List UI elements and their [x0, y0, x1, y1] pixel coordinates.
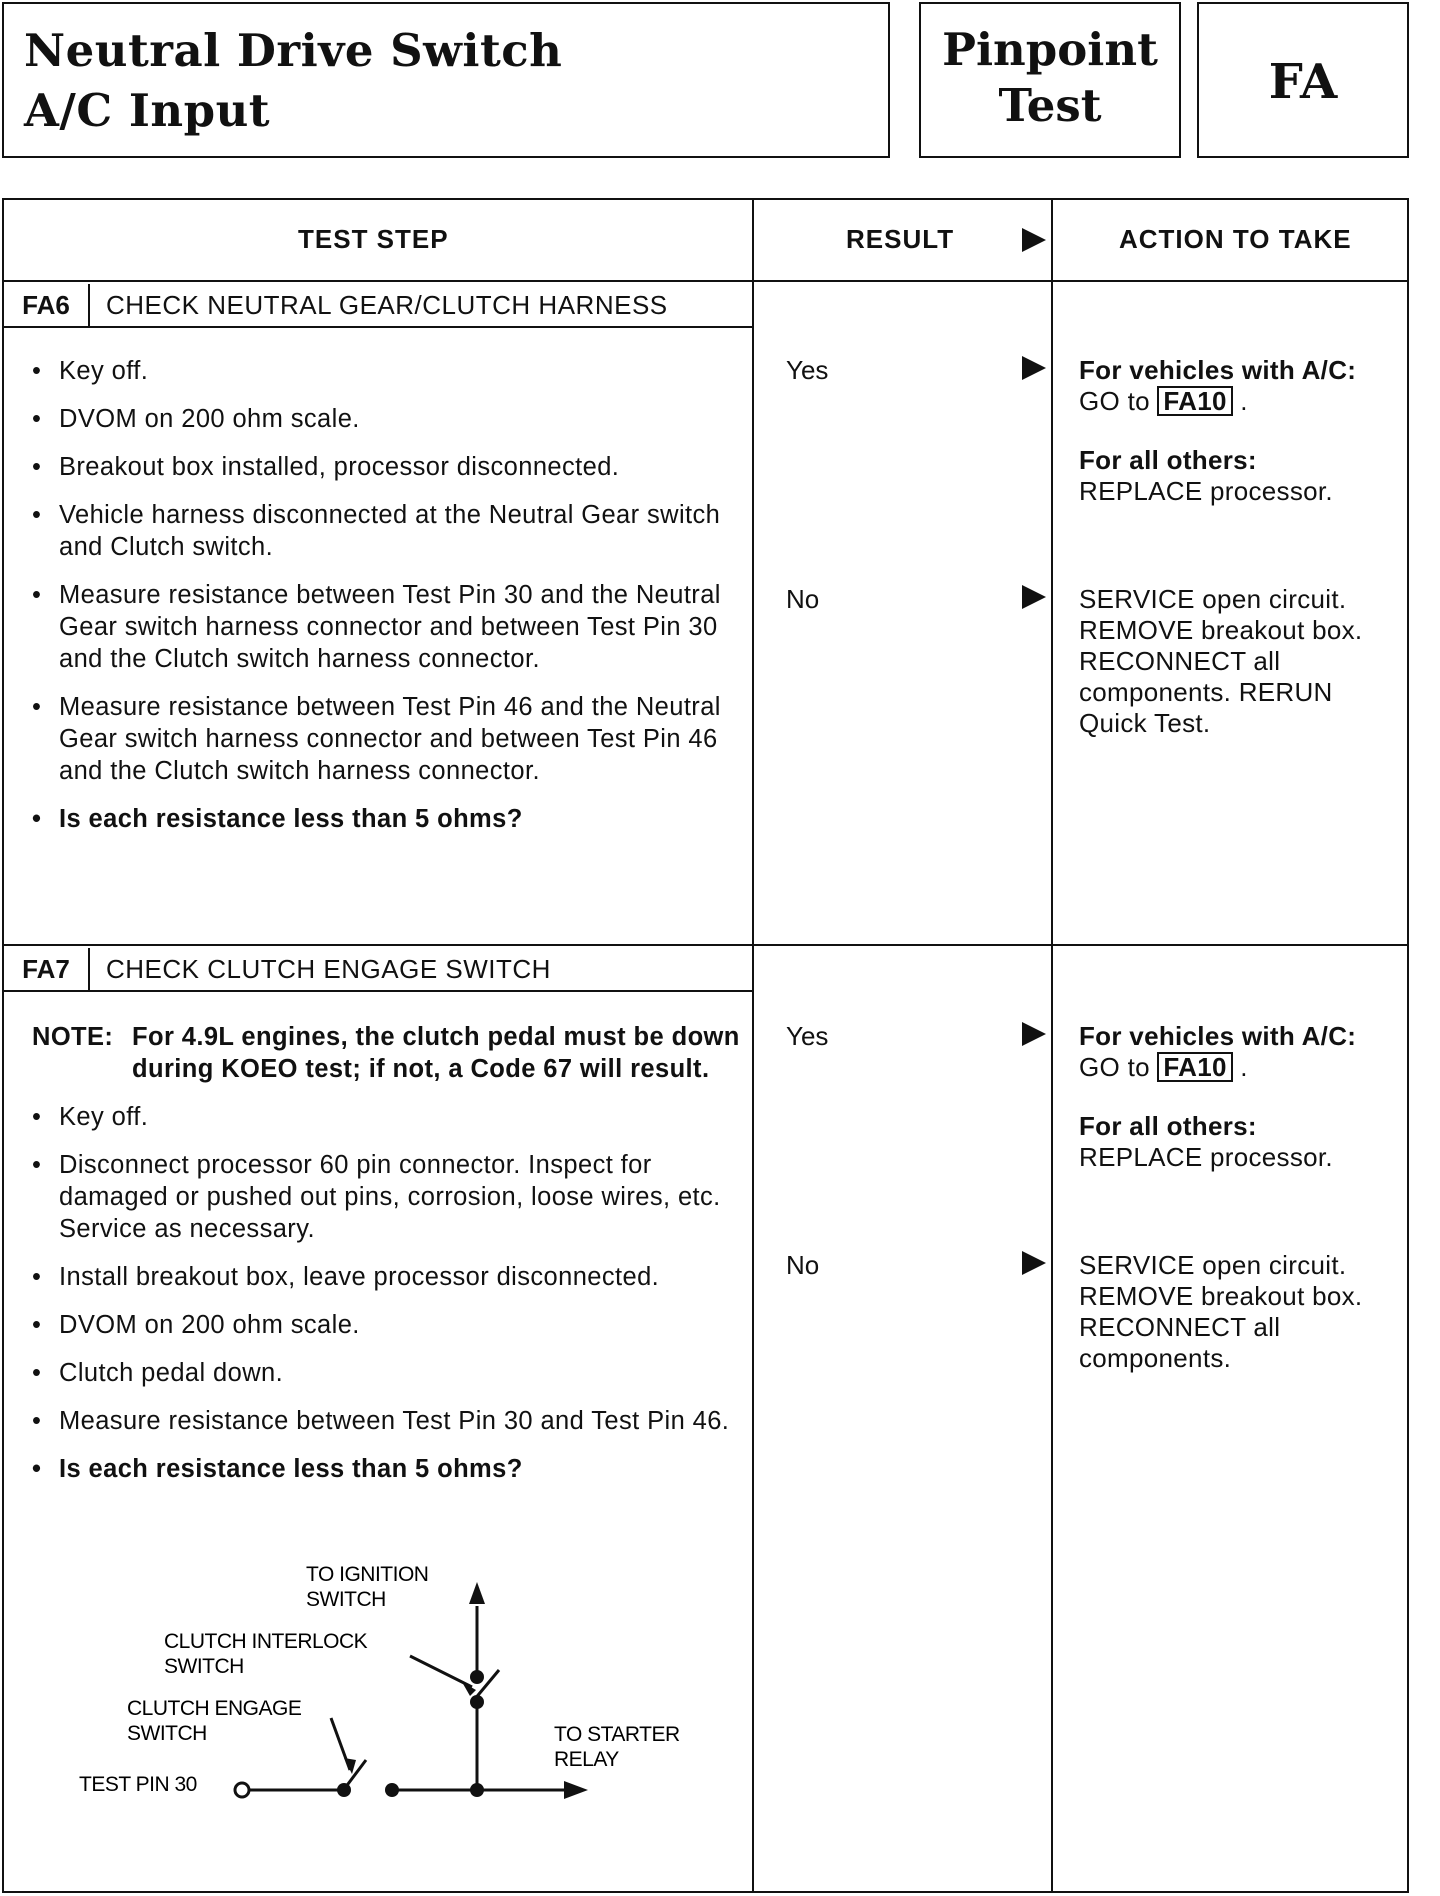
action-condition: For vehicles with A/C: — [1079, 1021, 1357, 1051]
list-item: • DVOM on 200 ohm scale. — [4, 1309, 744, 1341]
list-item: • Measure resistance between Test Pin 30 and the Neutral Gear switch harness connector and between Test Pin 30 and the Clutch switch harness connector. — [4, 579, 744, 675]
label-to-starter: TO STARTER — [554, 1723, 680, 1746]
action-text: REPLACE processor. — [1079, 1142, 1333, 1172]
node-dot — [470, 1783, 484, 1797]
pinpoint-test-box — [919, 2, 1181, 158]
action-text: REPLACE processor. — [1079, 476, 1333, 506]
header-result: RESULT — [846, 224, 955, 254]
test-code-box — [1197, 2, 1409, 158]
note-text: For 4.9L engines, the clutch pedal must be down during KOEO test; if not, a Code 67 will result. — [132, 1023, 740, 1083]
page-title-line1: Neutral Drive Switch — [24, 24, 563, 77]
goto-reference: FA10 — [1157, 386, 1232, 416]
list-item: • Measure resistance between Test Pin 30 and Test Pin 46. — [4, 1405, 744, 1437]
step-code: FA6 — [4, 284, 90, 326]
arrow-up-icon — [469, 1582, 485, 1604]
label-test-pin-30: TEST PIN 30 — [79, 1773, 197, 1796]
pointer-arrowhead — [344, 1758, 356, 1774]
list-item: • Key off. — [4, 355, 744, 387]
label-to-ignition: SWITCH — [306, 1588, 386, 1611]
action-goto — [1079, 386, 1399, 417]
list-item-question: • Is each resistance less than 5 ohms? — [4, 1453, 744, 1485]
step-fa7-list — [4, 1021, 744, 1501]
node-dot — [470, 1695, 484, 1709]
action-goto — [1079, 1052, 1399, 1083]
list-item: • Install breakout box, leave processor disconnected. — [4, 1261, 744, 1293]
header-action: ACTION TO TAKE — [1119, 224, 1352, 254]
page-title-line2: A/C Input — [24, 84, 271, 137]
label-clutch-engage: SWITCH — [127, 1722, 207, 1745]
label-to-ignition: TO IGNITION — [306, 1563, 429, 1586]
result-no: No — [786, 1250, 820, 1280]
action-yes — [1079, 1021, 1399, 1173]
arrow-right-icon — [1022, 1251, 1046, 1275]
action-no: SERVICE open circuit. REMOVE breakout box. RECONNECT all components. RERUN Quick Test. — [1079, 584, 1363, 738]
action-yes — [1079, 355, 1399, 507]
test-label: Test — [998, 79, 1102, 132]
list-item: • Breakout box installed, processor disconnected. — [4, 451, 744, 483]
node-dot — [470, 1670, 484, 1684]
list-item: • Clutch pedal down. — [4, 1357, 744, 1389]
header-divider — [4, 280, 1407, 282]
list-item: • Vehicle harness disconnected at the Neutral Gear switch and Clutch switch. — [4, 499, 744, 563]
test-table — [2, 198, 1409, 1893]
note-label: NOTE: — [32, 1023, 114, 1051]
circuit-nodes — [337, 1582, 588, 1799]
arrow-right-icon — [1022, 356, 1046, 380]
action-condition: For all others: — [1079, 1111, 1257, 1141]
label-clutch-engage: CLUTCH ENGAGE — [127, 1697, 302, 1720]
pinpoint-label: Pinpoint — [942, 23, 1158, 76]
arrow-right-icon — [1022, 1022, 1046, 1046]
pointer-interlock — [410, 1656, 472, 1687]
list-item: • Key off. — [4, 1101, 744, 1133]
goto-reference: FA10 — [1157, 1052, 1232, 1082]
action-condition: For vehicles with A/C: — [1079, 355, 1357, 385]
arrow-right-icon — [1022, 585, 1046, 609]
test-pin-terminal — [235, 1783, 249, 1797]
label-clutch-interlock: CLUTCH INTERLOCK — [164, 1630, 368, 1653]
step-code: FA7 — [4, 948, 90, 990]
note — [4, 1021, 744, 1085]
goto-text: GO to — [1079, 1052, 1150, 1082]
action-no: SERVICE open circuit. REMOVE breakout box. RECONNECT all components. — [1079, 1250, 1363, 1373]
label-to-starter: RELAY — [554, 1748, 619, 1771]
step-divider — [4, 944, 1407, 946]
list-item-question: • Is each resistance less than 5 ohms? — [4, 803, 744, 835]
node-dot — [385, 1783, 399, 1797]
goto-text: GO to — [1079, 386, 1150, 416]
label-clutch-interlock: SWITCH — [164, 1655, 244, 1678]
arrow-right-icon — [1022, 228, 1046, 252]
list-item: • DVOM on 200 ohm scale. — [4, 403, 744, 435]
list-item: • Disconnect processor 60 pin connector. Inspect for damaged or pushed out pins, corrosion, loose wires, etc. Service as necessary. — [4, 1149, 744, 1245]
node-dot — [337, 1783, 351, 1797]
result-yes: Yes — [786, 355, 829, 385]
step-name: CHECK CLUTCH ENGAGE SWITCH — [106, 954, 551, 984]
arrow-right-icon — [564, 1781, 588, 1799]
goto-end: . — [1240, 386, 1248, 416]
column-divider — [752, 200, 754, 1891]
step-name: CHECK NEUTRAL GEAR/CLUTCH HARNESS — [106, 290, 668, 320]
header-test-step: TEST STEP — [298, 224, 449, 254]
result-no: No — [786, 584, 820, 614]
step-header-fa7 — [4, 948, 754, 992]
action-condition: For all others: — [1079, 445, 1257, 475]
clutch-switch-wiring-diagram — [4, 1560, 752, 1880]
title-box — [2, 2, 890, 158]
list-item: • Measure resistance between Test Pin 46 and the Neutral Gear switch harness connector and between Test Pin 46 and the Clutch switch harness connector. — [4, 691, 744, 787]
goto-end: . — [1240, 1052, 1248, 1082]
step-header-fa6 — [4, 284, 754, 328]
test-code: FA — [1268, 54, 1338, 110]
result-yes: Yes — [786, 1021, 829, 1051]
column-divider — [1051, 200, 1053, 1891]
step-fa6-list — [4, 355, 744, 851]
